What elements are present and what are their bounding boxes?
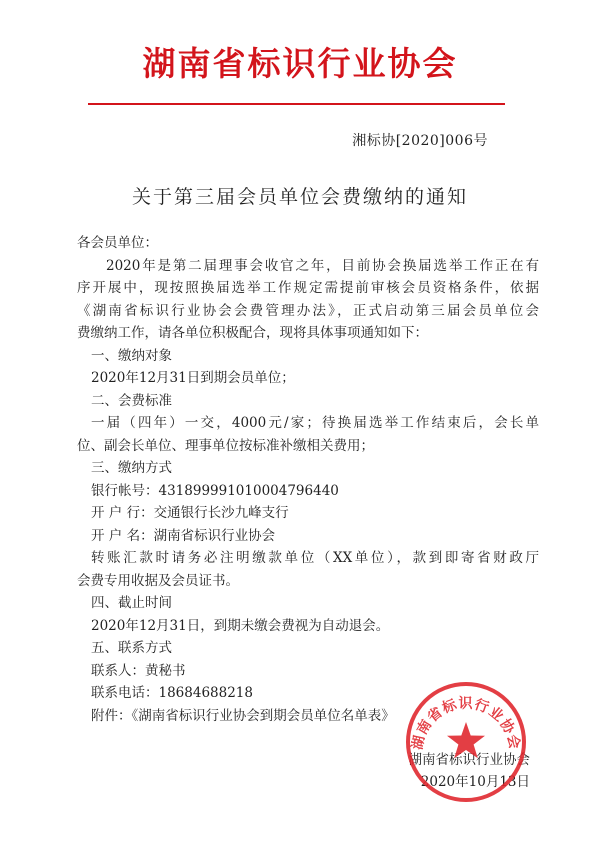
paragraph-line: 费缴纳工作，请各单位积极配合，现将具体事项通知如下： xyxy=(77,325,428,341)
section-text: 2020年12月31日到期会员单位； xyxy=(91,370,295,386)
letterhead-divider xyxy=(88,103,505,105)
account-holder: 开 户 名：湖南省标识行业协会 xyxy=(91,527,276,544)
section-heading: 四、截止时间 xyxy=(91,595,172,611)
section-heading: 三、缴纳方式 xyxy=(91,460,172,476)
paragraph-line: 序开展中，现按照换届选举工作规定需提前审核会员资格条件，依据 xyxy=(77,280,539,296)
section-text: 2020年12月31日，到期未缴会费视为自动退会。 xyxy=(91,617,390,634)
letterhead-title: 湖南省标识行业协会 xyxy=(142,44,458,83)
section-heading: 一、缴纳对象 xyxy=(91,347,172,364)
notice-title: 关于第三届会员单位会费缴纳的通知 xyxy=(131,186,468,208)
section-text: 转账汇款时请务必注明缴款单位（XX单位），款到即寄省财政厅 xyxy=(91,550,539,566)
attachment-note: 附件：《湖南省标识行业协会到期会员单位名单表》 xyxy=(91,707,395,724)
official-seal-stamp xyxy=(402,678,530,806)
section-heading: 二、会费标准 xyxy=(91,392,172,409)
bank-account-number: 银行帐号：431899991010004796440 xyxy=(91,482,339,499)
paragraph-line: 2020年是第二届理事会收官之年，目前协会换届选举工作正在有 xyxy=(106,257,539,274)
contact-phone: 联系电话：18684688218 xyxy=(91,685,253,701)
signature-org: 湖南省标识行业协会 xyxy=(408,752,530,768)
stamp-text: 湖南省标识行业协会 xyxy=(409,696,523,752)
bank-name: 开 户 行：交通银行长沙九峰支行 xyxy=(91,505,289,521)
section-text: 位、副会长单位、理事单位按标准补缴相关费用； xyxy=(77,437,374,454)
notice-body xyxy=(77,232,539,727)
paragraph-line: 《湖南省标识行业协会会费管理办法》，正式启动第三届会员单位会 xyxy=(77,302,539,319)
contact-person: 联系人：黄秘书 xyxy=(91,662,186,679)
section-text: 会费专用收据及会员证书。 xyxy=(77,572,239,589)
stamp-star-icon xyxy=(447,722,485,758)
document-number: 湘标协[2020]006号 xyxy=(352,133,488,149)
section-text: 一届（四年）一交，4000元/家；待换届选举工作结束后，会长单 xyxy=(91,415,539,431)
section-heading: 五、联系方式 xyxy=(91,640,172,656)
greeting: 各会员单位： xyxy=(77,235,158,251)
signature-date: 2020年10月13日 xyxy=(420,774,530,790)
